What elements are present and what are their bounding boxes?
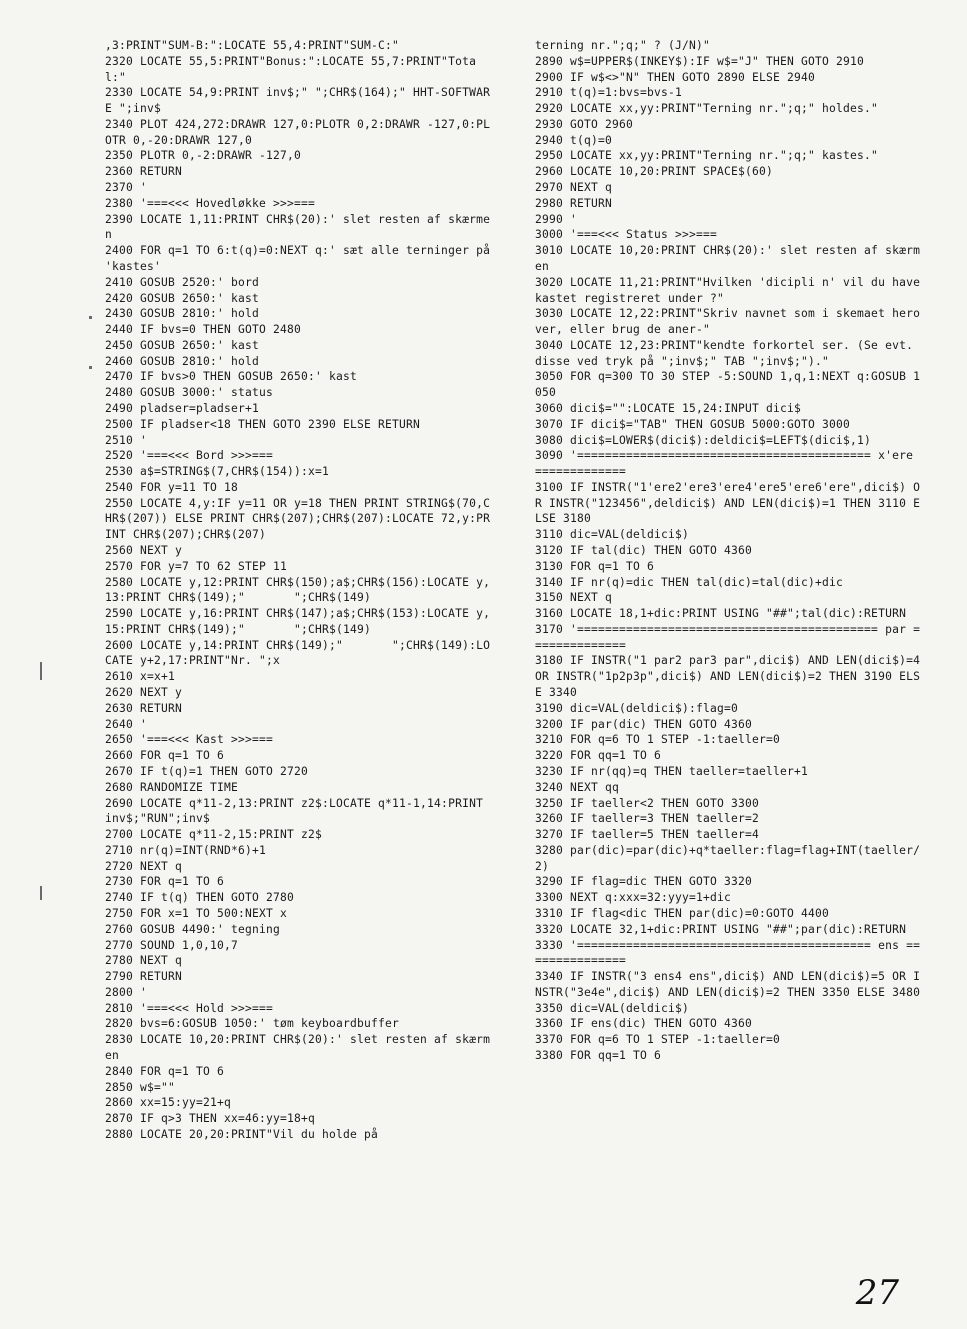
code-line: 2610 x=x+1 [105,670,176,684]
code-line: 3380 FOR qq=1 TO 6 [535,1049,662,1062]
code-line: 3160 LOCATE 18,1+dic:PRINT USING "##";tal(dic):RETURN [535,607,907,621]
code-line: 2340 PLOT 424,272:DRAWR 127,0:PLOTR 0,2:DRAWR -127,0:PLOTR 0,-20:DRAWR 127,0 [105,117,491,147]
code-line: 3190 dic=VAL(deldici$):flag=0 [535,701,739,715]
code-line: 3270 IF taeller=5 THEN taeller=4 [535,828,760,842]
code-line: 3090 '========================================== x'ere ============= [535,449,921,479]
code-line: 2370 ' [105,181,148,195]
code-line: 3280 par(dic)=par(dic)+q*taeller:flag=flag+INT(taeller/2) [535,843,921,873]
code-line: 2520 '===<<< Bord >>>=== [105,449,274,463]
code-line: 3000 '===<<< Status >>>=== [535,228,718,242]
code-line: 3010 LOCATE 10,20:PRINT CHR$(20):' slet resten af skærmen [535,244,921,273]
code-line: 2840 FOR q=1 TO 6 [105,1064,225,1078]
code-line: 3310 IF flag<dic THEN par(dic)=0:GOTO 4400 [535,906,830,920]
code-line: 2940 t(q)=0 [535,133,613,147]
code-line: 2430 GOSUB 2810:' hold [105,307,260,321]
code-line: 2790 RETURN [105,970,183,984]
code-line: 3210 FOR q=6 TO 1 STEP -1:taeller=0 [535,733,781,747]
code-line: 2530 a$=STRING$(7,CHR$(154)):x=1 [105,465,330,479]
code-line: 2800 ' [105,985,148,999]
code-line: 3290 IF flag=dic THEN GOTO 3320 [535,875,753,889]
code-line: 2810 '===<<< Hold >>>=== [105,1001,274,1015]
code-line: 3100 IF INSTR("1'ere2'ere3'ere4'ere5'ere6'ere",dici$) OR INSTR("123456",deldici$) AND LEN(dici$)=1 THEN 3110 ELSE 3180 [535,480,921,526]
code-line: 2380 '===<<< Hovedløkke >>>=== [105,196,316,210]
code-line: 3030 LOCATE 12,22:PRINT"Skriv navnet som i skemaet herover, eller brug de aner-" [535,307,921,337]
code-line: 3180 IF INSTR("1 par2 par3 par",dici$) AND LEN(dici$)=4 OR INSTR("1p2p3p",dici$) AND LEN(dici$)=2 THEN 3190 ELSE 3340 [535,654,928,700]
code-line: 2770 SOUND 1,0,10,7 [105,938,239,952]
code-line: 3250 IF taeller<2 THEN GOTO 3300 [535,796,760,810]
right-code-column [535,38,927,1064]
code-line: 2460 GOSUB 2810:' hold [105,354,260,368]
code-line: 2910 t(q)=1:bvs=bvs-1 [535,86,683,100]
code-line: 2650 '===<<< Kast >>>=== [105,733,274,747]
left-code-column [105,38,497,1143]
code-line: 2580 LOCATE y,12:PRINT CHR$(150);a$;CHR$(156):LOCATE y,13:PRINT CHR$(149);" ";CHR$(149) [105,575,491,605]
code-line: 3300 NEXT q:xxx=32:yyy=1+dic [535,891,732,905]
code-line: 2710 nr(q)=INT(RND*6)+1 [105,843,267,857]
code-line: 3350 dic=VAL(deldici$) [535,1001,690,1015]
code-line: 2620 NEXT y [105,686,183,700]
code-line: 3330 '========================================== ens =============== [535,938,921,968]
code-line: 2860 xx=15:yy=21+q [105,1096,232,1110]
code-line: 3200 IF par(dic) THEN GOTO 4360 [535,717,753,731]
code-line: 3320 LOCATE 32,1+dic:PRINT USING "##";par(dic):RETURN [535,922,907,936]
margin-mark [89,366,92,369]
code-line: 3240 NEXT qq [535,780,620,794]
code-line: 3230 IF nr(qq)=q THEN taeller=taeller+1 [535,764,809,778]
code-line: 2400 FOR q=1 TO 6:t(q)=0:NEXT q:' sæt alle terninger på 'kastes' [105,244,498,273]
code-line: 2920 LOCATE xx,yy:PRINT"Terning nr.";q;" holdes." [535,102,879,116]
code-line: 2780 NEXT q [105,954,183,968]
code-line: 2980 RETURN [535,196,613,210]
code-line: 2560 NEXT y [105,544,183,557]
code-line: 3070 IF dici$="TAB" THEN GOSUB 5000:GOTO 3000 [535,417,851,431]
code-line: 2350 PLOTR 0,-2:DRAWR -127,0 [105,149,302,163]
code-line: 2440 IF bvs=0 THEN GOTO 2480 [105,323,302,337]
code-line: 3130 FOR q=1 TO 6 [535,559,655,573]
code-line: 2950 LOCATE xx,yy:PRINT"Terning nr.";q;" kastes." [535,149,879,163]
code-line: 2410 GOSUB 2520:' bord [105,275,260,289]
code-line: 2720 NEXT q [105,859,183,873]
code-line: 2700 LOCATE q*11-2,15:PRINT z2$ [105,828,323,842]
code-line: 3360 IF ens(dic) THEN GOTO 4360 [535,1017,753,1031]
margin-mark [40,662,42,680]
code-line: 2690 LOCATE q*11-2,13:PRINT z2$:LOCATE q*11-1,14:PRINT inv$;"RUN";inv$ [105,796,491,826]
code-line: 3110 dic=VAL(deldici$) [535,528,690,542]
code-line: 3260 IF taeller=3 THEN taeller=2 [535,812,760,826]
code-line: 2590 LOCATE y,16:PRINT CHR$(147);a$;CHR$(153):LOCATE y,15:PRINT CHR$(149);" ";CHR$(149) [105,607,491,636]
code-line: terning nr.";q;" ? (J/N)" [535,39,711,52]
code-line: 3140 IF nr(q)=dic THEN tal(dic)=tal(dic)+dic [535,575,844,589]
code-line: 3220 FOR qq=1 TO 6 [535,749,662,763]
code-line: 2470 IF bvs>0 THEN GOSUB 2650:' kast [105,370,358,384]
code-line: 2600 LOCATE y,14:PRINT CHR$(149);" ";CHR$(149):LOCATE y+2,17:PRINT"Nr. ";x [105,638,491,668]
code-line: 3020 LOCATE 11,21:PRINT"Hvilken 'dicipli n' vil du have kastet registreret under ?" [535,275,928,305]
code-line: 2880 LOCATE 20,20:PRINT"Vil du holde på [105,1127,379,1141]
code-line: 2550 LOCATE 4,y:IF y=11 OR y=18 THEN PRINT STRING$(70,CHR$(207)) ELSE PRINT CHR$(207);CHR$(207):LOCATE 72,y:PRINT CHR$(207);CHR$(207) [105,496,491,542]
code-line: 2420 GOSUB 2650:' kast [105,291,260,305]
code-line: 2320 LOCATE 55,5:PRINT"Bonus:":LOCATE 55,7:PRINT"Total:" [105,54,477,84]
code-line: 3040 LOCATE 12,23:PRINT"kendte forkortel ser. (Se evt. disse ved tryk på ";inv$;" TAB ";inv$;")." [535,338,921,368]
code-line: 2990 ' [535,212,578,226]
code-line: 2640 ' [105,717,148,731]
code-line: 2930 GOTO 2960 [535,117,634,131]
page-number: 27 [855,1273,899,1313]
code-line: 2890 w$=UPPER$(INKEY$):IF w$="J" THEN GOTO 2910 [535,54,865,68]
code-line: 3080 dici$=LOWER$(dici$):deldici$=LEFT$(dici$,1) [535,433,872,447]
margin-mark [40,886,42,900]
code-line: 3340 IF INSTR("3 ens4 ens",dici$) AND LEN(dici$)=5 OR INSTR("3e4e",dici$) AND LEN(dici$)=2 THEN 3350 ELSE 3480 [535,970,921,999]
margin-mark [89,316,92,319]
code-line: 3120 IF tal(dic) THEN GOTO 4360 [535,544,753,557]
code-line: 2330 LOCATE 54,9:PRINT inv$;" ";CHR$(164);" HHT-SOFTWARE ";inv$ [105,86,491,116]
code-line: 3370 FOR q=6 TO 1 STEP -1:taeller=0 [535,1033,781,1047]
code-line: 2680 RANDOMIZE TIME [105,780,239,794]
code-line: 2480 GOSUB 3000:' status [105,386,274,400]
code-line: 3150 NEXT q [535,591,613,605]
code-line: ,3:PRINT"SUM-B:":LOCATE 55,4:PRINT"SUM-C:" [105,39,400,52]
code-line: 2820 bvs=6:GOSUB 1050:' tøm keyboardbuffer [105,1017,400,1031]
code-line: 2900 IF w$<>"N" THEN GOTO 2890 ELSE 2940 [535,70,816,84]
code-line: 2450 GOSUB 2650:' kast [105,338,260,352]
code-line: 2360 RETURN [105,165,183,179]
code-line: 2970 NEXT q [535,181,613,195]
code-line: 2510 ' [105,433,148,447]
code-line: 2740 IF t(q) THEN GOTO 2780 [105,891,295,905]
code-line: 2830 LOCATE 10,20:PRINT CHR$(20):' slet resten af skærmen [105,1033,491,1062]
code-line: 2760 GOSUB 4490:' tegning [105,922,281,936]
code-line: 2540 FOR y=11 TO 18 [105,480,239,494]
code-line: 2500 IF pladser<18 THEN GOTO 2390 ELSE RETURN [105,417,421,431]
code-line: 2750 FOR x=1 TO 500:NEXT x [105,906,288,920]
code-line: 2850 w$="" [105,1080,176,1094]
code-line: 2960 LOCATE 10,20:PRINT SPACE$(60) [535,165,774,179]
code-line: 3050 FOR q=300 TO 30 STEP -5:SOUND 1,q,1:NEXT q:GOSUB 1050 [535,370,921,400]
code-line: 3060 dici$="":LOCATE 15,24:INPUT dici$ [535,401,802,415]
code-line: 2660 FOR q=1 TO 6 [105,749,225,763]
code-line: 2670 IF t(q)=1 THEN GOTO 2720 [105,764,309,778]
code-line: 3170 '=========================================== par ============== [535,622,921,652]
code-line: 2570 FOR y=7 TO 62 STEP 11 [105,559,288,573]
code-line: 2630 RETURN [105,701,183,715]
code-line: 2390 LOCATE 1,11:PRINT CHR$(20):' slet resten af skærmen [105,212,491,242]
code-line: 2730 FOR q=1 TO 6 [105,875,225,889]
code-line: 2870 IF q>3 THEN xx=46:yy=18+q [105,1112,316,1126]
code-line: 2490 pladser=pladser+1 [105,401,260,415]
